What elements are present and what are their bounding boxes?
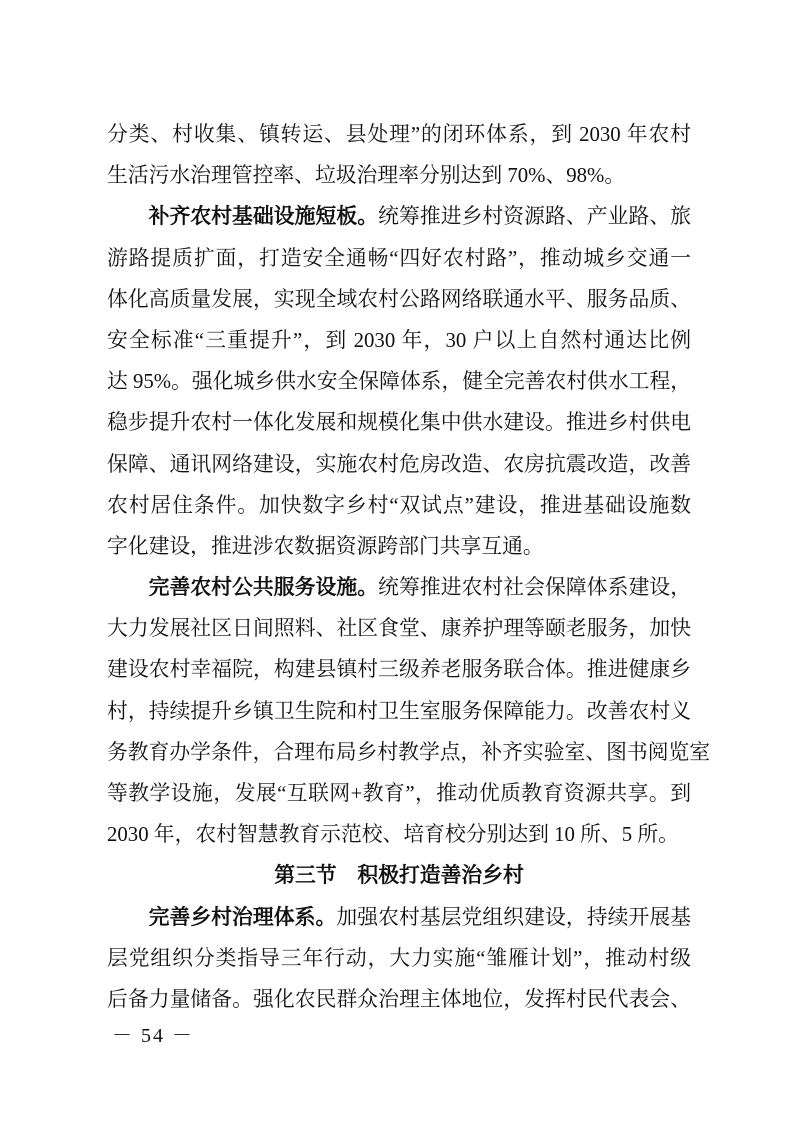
- text-line: [107, 814, 691, 855]
- line-text: 安全标准“三重提升”，到 2030 年，30 户以上自然村通达比例: [107, 328, 691, 352]
- text-line: [107, 773, 691, 814]
- line-text: 达 95%。强化城乡供水安全保障体系，健全完善农村供水工程，: [107, 370, 692, 394]
- line-text: 第三节 积极打造善治乡村: [274, 863, 524, 888]
- text-line: [107, 155, 691, 196]
- text-line: [107, 938, 691, 979]
- text-line: [107, 691, 691, 732]
- section-heading: [107, 855, 691, 896]
- line-text: 大力发展社区日间照料、社区食堂、康养护理等颐老服务，加快: [107, 617, 691, 641]
- line-text: 分类、村收集、镇转运、县处理”的闭环体系，到 2030 年农村: [107, 123, 691, 146]
- text-line: [107, 444, 691, 485]
- text-line: [107, 608, 691, 649]
- paragraph-lead-in: 补齐农村基础设施短板。: [148, 204, 379, 229]
- text-line: [107, 567, 691, 608]
- paragraph-lead-in: 完善农村公共服务设施。: [148, 575, 379, 600]
- line-text: 层党组织分类指导三年行动，大力实施“雏雁计划”，推动村级: [107, 946, 691, 970]
- text-line: [107, 402, 691, 443]
- text-line: [107, 979, 691, 1020]
- line-text: 后备力量储备。强化农民群众治理主体地位，发挥村民代表会、: [107, 987, 691, 1011]
- line-text: 统筹推进乡村资源路、产业路、旅: [378, 205, 692, 229]
- text-line: [107, 526, 691, 567]
- text-line: [107, 114, 691, 155]
- line-text: 保障、通讯网络建设，实施农村危房改造、农房抗震改造，改善: [107, 452, 691, 476]
- line-text: 统筹推进农村社会保障体系建设，: [378, 576, 692, 600]
- line-text: 生活污水治理管控率、垃圾治理率分别达到 70%、98%。: [107, 164, 626, 188]
- document-body: [107, 114, 711, 1020]
- text-line: [107, 732, 711, 773]
- text-line: [107, 897, 691, 938]
- line-text: 2030 年，农村智慧教育示范校、培育校分别达到 10 所、5 所。: [107, 823, 679, 847]
- text-line: [107, 196, 691, 237]
- text-line: [107, 485, 691, 526]
- line-text: 字化建设，推进涉农数据资源跨部门共享互通。: [107, 534, 544, 558]
- line-text: 等教学设施，发展“互联网+教育”，推动优质教育资源共享。到: [107, 782, 691, 805]
- line-text: 加强农村基层党组织建设，持续开展基: [336, 905, 692, 929]
- page-number: － 54 －: [112, 1025, 194, 1047]
- line-text: 农村居住条件。加快数字乡村“双试点”建设，推进基础设施数: [107, 493, 691, 517]
- text-line: [107, 649, 691, 690]
- line-text: 稳步提升农村一体化发展和规模化集中供水建设。推进乡村供电: [107, 411, 691, 435]
- text-line: [107, 361, 691, 402]
- line-text: 村，持续提升乡镇卫生院和村卫生室服务保障能力。改善农村义: [107, 699, 691, 723]
- line-text: 游路提质扩面，打造安全通畅“四好农村路”，推动城乡交通一: [107, 246, 691, 270]
- line-text: 务教育办学条件，合理布局乡村教学点，补齐实验室、图书阅览室: [107, 740, 711, 764]
- text-line: [107, 238, 691, 279]
- paragraph-lead-in: 完善乡村治理体系。: [148, 904, 337, 929]
- text-line: [107, 320, 691, 361]
- text-line: [107, 279, 691, 320]
- line-text: 建设农村幸福院，构建县镇村三级养老服务联合体。推进健康乡: [107, 658, 691, 682]
- line-text: 体化高质量发展，实现全域农村公路网络联通水平、服务品质、: [107, 287, 691, 311]
